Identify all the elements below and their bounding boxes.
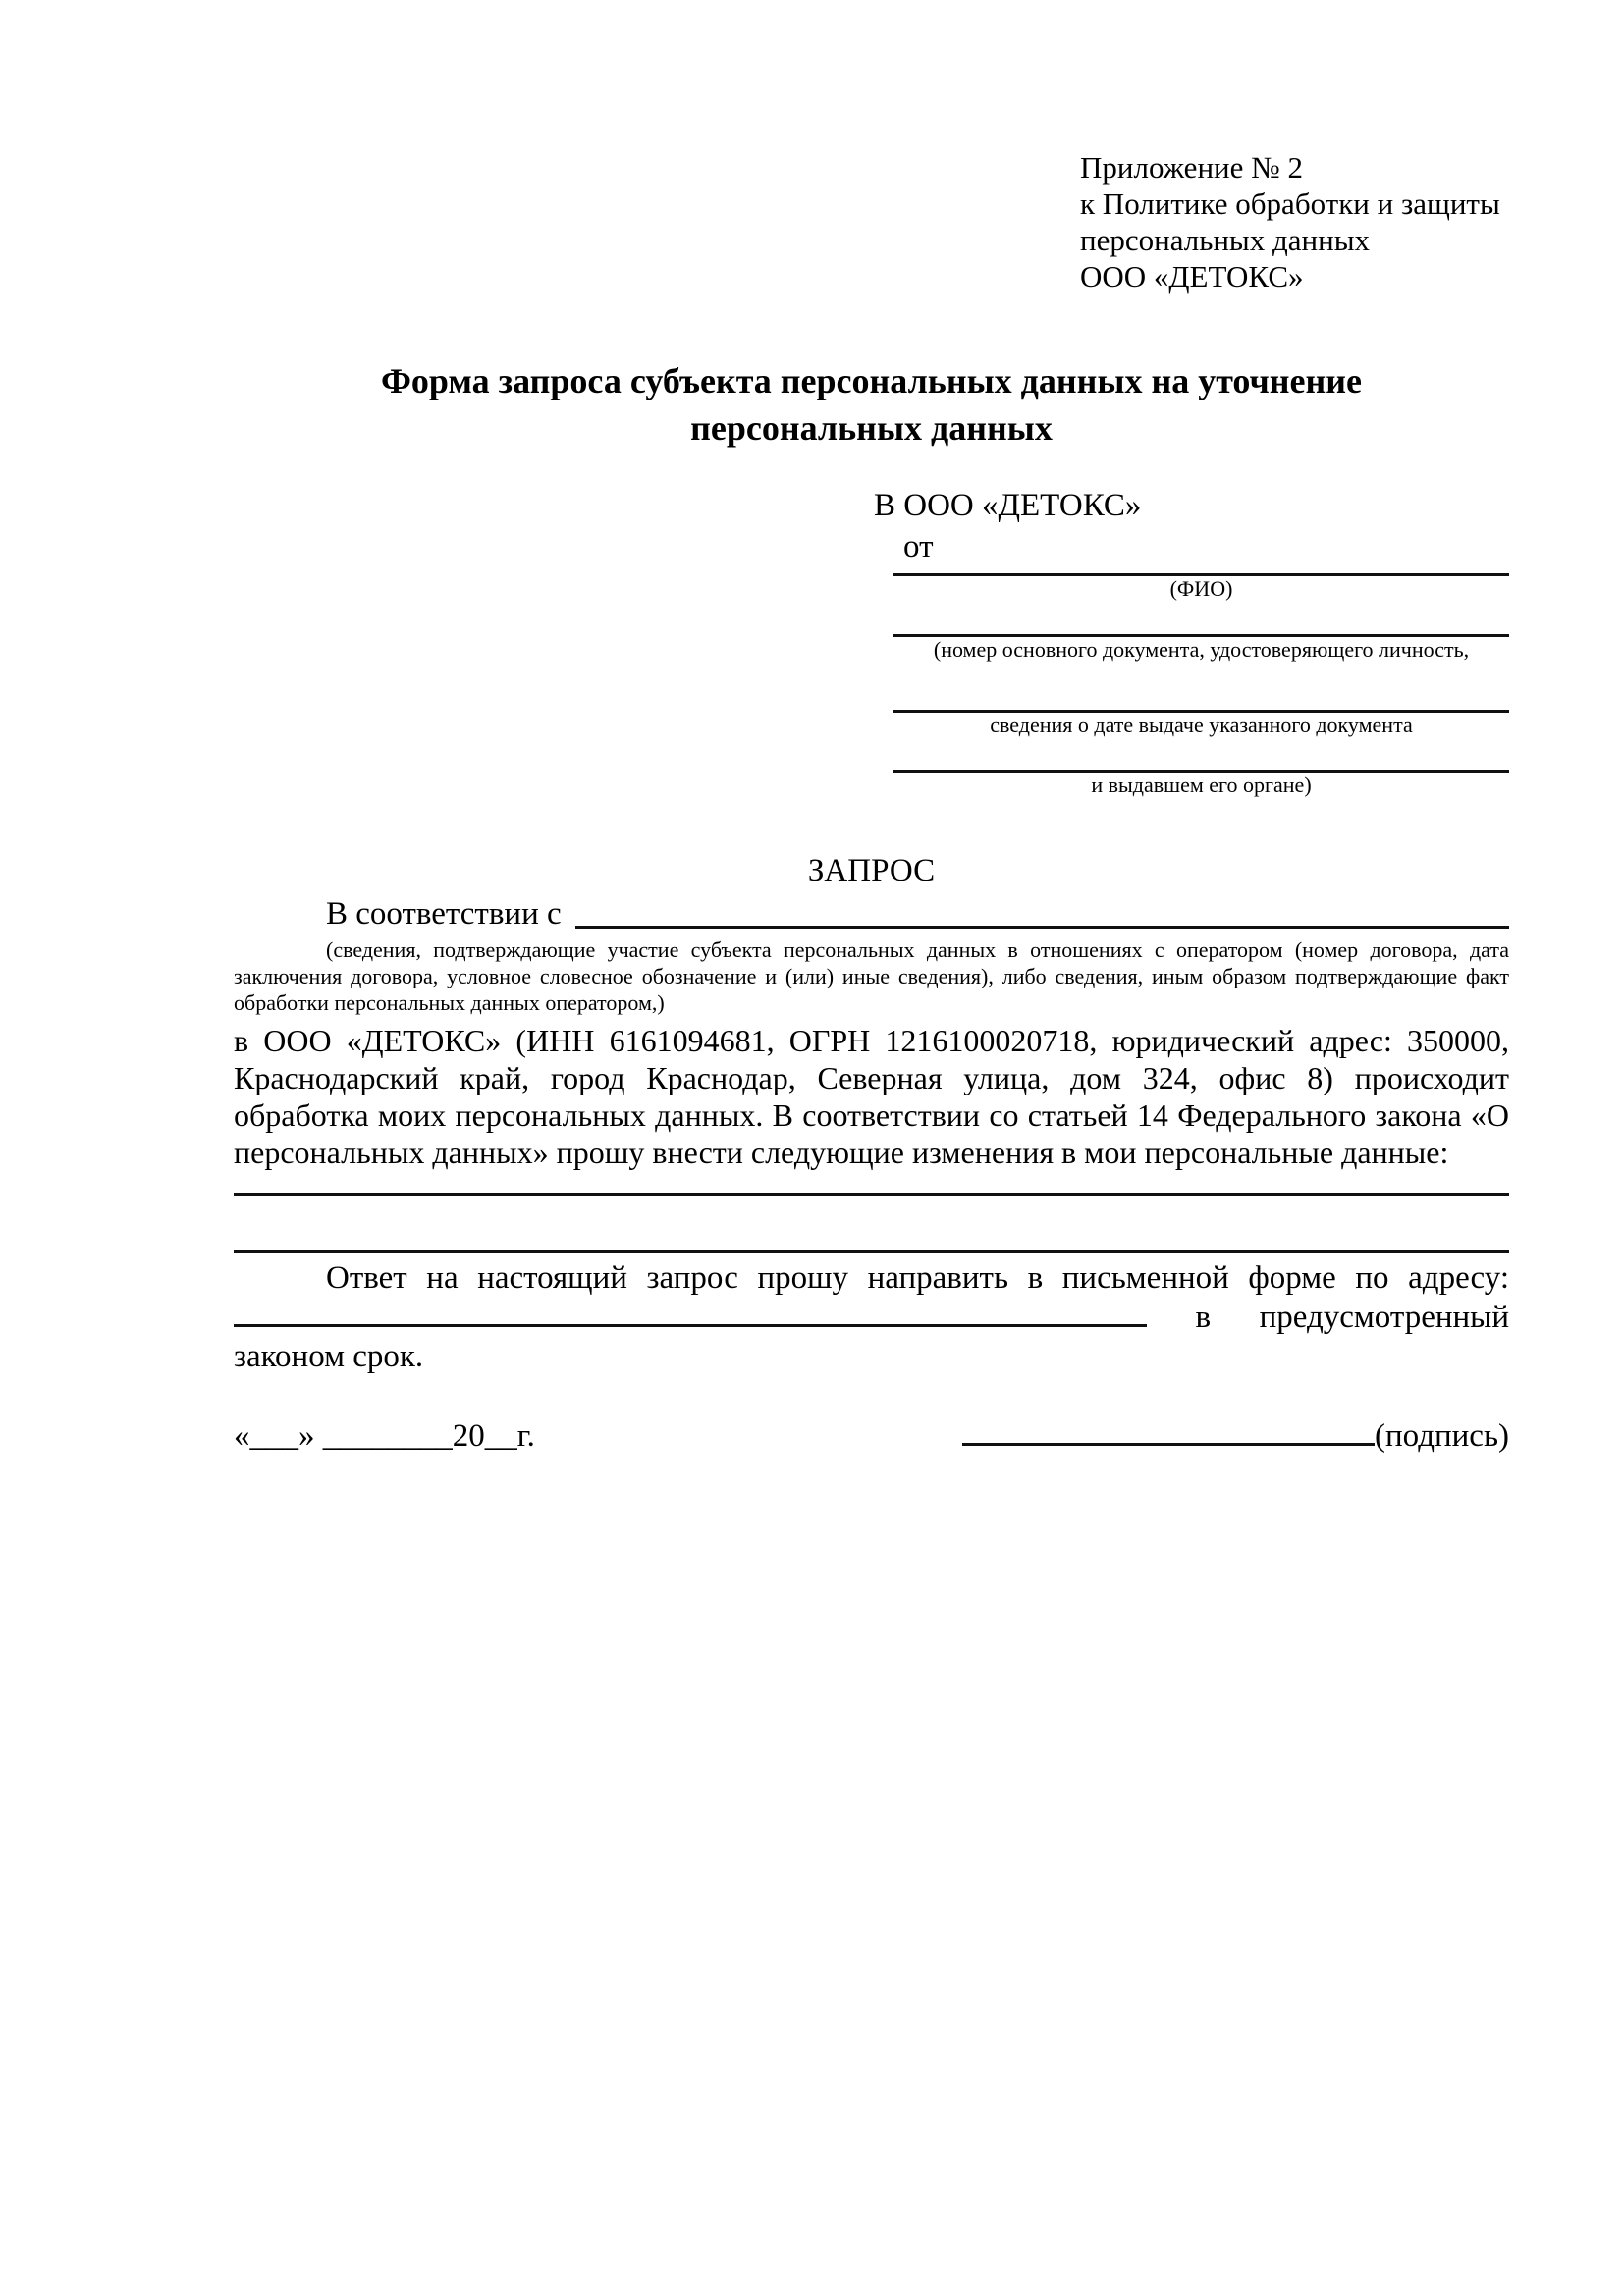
appendix-line: Приложение № 2 [1080,150,1303,185]
appendix-block [1080,149,1509,294]
document-title: Форма запроса субъекта персональных данных на уточнение персональных данных [381,361,1362,448]
issuer-caption: и выдавшем его органе) [1091,773,1312,797]
address-blank-line [234,1322,1147,1327]
fio-field [874,573,1509,602]
accordance-note: (сведения, подтверждающие участие субъекта персональных данных в отношениях с оператором (номер договора, дата заключения договора, условное словесное обозначение и (или) иные сведения), либо сведения, иным образом подтверждающие факт обработки персональных данных оператором,) [234,937,1509,1015]
addressee-block [874,485,1509,798]
fio-caption: (ФИО) [1169,576,1233,601]
signature-group [962,1415,1509,1457]
changes-blank-line-2 [234,1250,1509,1253]
appendix-line: ООО «ДЕТОКС» [1080,259,1304,294]
appendix-line: персональных данных [1080,223,1371,257]
accordance-line [234,893,1509,934]
doc-number-field [874,634,1509,663]
signature-caption: (подпись) [1375,1418,1509,1454]
reply-paragraph [234,1258,1509,1376]
issuer-field [874,770,1509,798]
date-blank: «___» ________20__г. [234,1418,535,1454]
accordance-lead: В соответствии с [326,896,562,932]
signature-blank-line [962,1441,1375,1446]
issue-date-caption: сведения о дате выдаче указанного документа [990,713,1413,737]
reply-tail: в предусмотренный законом срок. [234,1300,1509,1374]
request-heading: ЗАПРОС [807,853,936,888]
addressee-from-label: от [903,529,934,564]
changes-blank-line-1 [234,1193,1509,1196]
appendix-line: к Политике обработки и защиты [1080,187,1500,221]
issue-date-field [874,710,1509,738]
doc-number-caption: (номер основного документа, удостоверяющего личность, [933,637,1470,662]
accordance-blank-line [575,926,1509,929]
date-signature-row [234,1415,1509,1457]
reply-lead: Ответ на настоящий запрос прошу направить в письменной форме по адресу: [326,1260,1509,1296]
request-body: в ООО «ДЕТОКС» (ИНН 6161094681, ОГРН 1216100020718, юридический адрес: 350000, Краснодарский край, город Краснодар, Северная улица, дом 324, офис 8) происходит обработка моих персональных данных. В соответствии со статьей 14 Федерального закона «О персональных данных» прошу внести следующие изменения в мои персональные данные: [234,1023,1509,1170]
addressee-organization: В ООО «ДЕТОКС» [874,488,1142,523]
